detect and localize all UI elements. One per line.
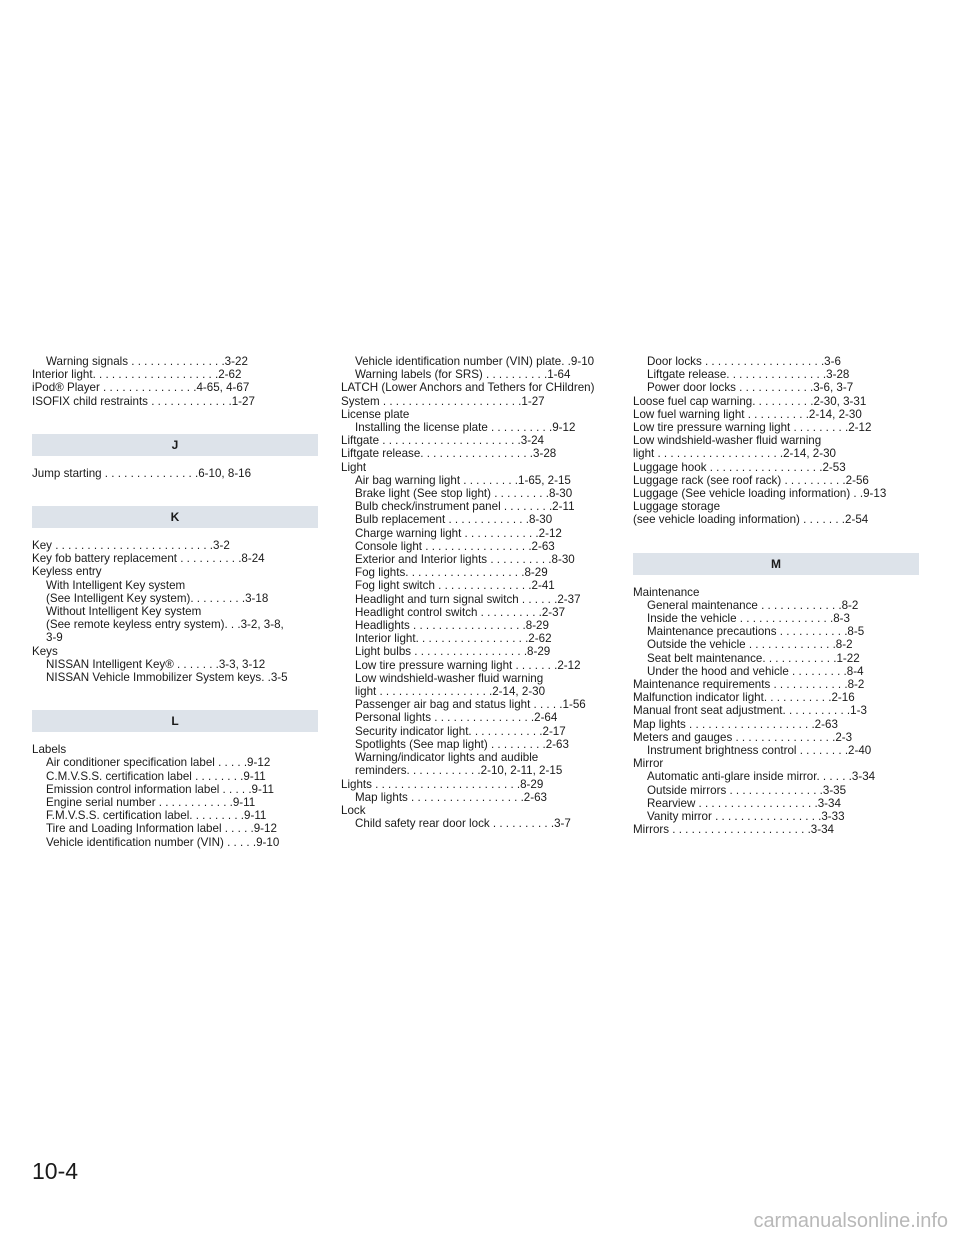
index-subentry: Interior light. . . . . . . . . . . . . . . . . .2-62 <box>355 632 552 646</box>
index-subentry: light . . . . . . . . . . . . . . . . . .2-14, 2-30 <box>355 685 546 699</box>
index-subentry: Fog light switch . . . . . . . . . . . . . . .2-41 <box>355 579 555 593</box>
index-subentry: Vehicle identification number (VIN) plate. .9-10 <box>355 355 595 368</box>
index-entry: Keyless entry <box>32 565 102 579</box>
index-subentry: Instrument brightness control . . . . . . . .2-40 <box>647 744 872 758</box>
index-subentry: Headlight and turn signal switch . . . . . .2-37 <box>355 592 581 606</box>
index-subentry: C.M.V.S.S. certification label . . . . . . . .9-11 <box>46 769 266 783</box>
index-subentry: Air conditioner specification label . . . . .9-12 <box>46 756 271 770</box>
watermark: carmanualsonline.info <box>753 1210 948 1232</box>
index-entry: Interior light. . . . . . . . . . . . . . . . . . . .2-62 <box>32 368 242 382</box>
index-entry: Loose fuel cap warning. . . . . . . . . .2-30, 3-31 <box>633 394 867 408</box>
index-subentry: Console light . . . . . . . . . . . . . . . . .2-63 <box>355 539 555 553</box>
index-entry: Liftgate release. . . . . . . . . . . . . . . . . .3-28 <box>341 447 557 461</box>
section-spacer <box>32 480 318 493</box>
index-entry: Key . . . . . . . . . . . . . . . . . . . . . . . . .3-2 <box>32 539 230 553</box>
index-subentry: Liftgate release. . . . . . . . . . . . . . . .3-28 <box>647 368 850 382</box>
index-entry: Light <box>341 460 367 474</box>
index-subentry: Low windshield-washer fluid warning <box>355 671 544 685</box>
index-entry: iPod® Player . . . . . . . . . . . . . . .4-65, 4-67 <box>32 381 250 395</box>
index-subentry: General maintenance . . . . . . . . . . . . .8-2 <box>647 598 859 612</box>
index-entry: Mirror <box>633 757 664 771</box>
index-subentry: 3-9 <box>46 631 63 645</box>
index-entry: Liftgate . . . . . . . . . . . . . . . . . . . . . .3-24 <box>341 434 544 448</box>
index-entry: (see vehicle loading information) . . . . . . .2-54 <box>633 513 869 527</box>
index-subentry: Outside the vehicle . . . . . . . . . . . . . .8-2 <box>647 638 853 652</box>
index-subentry: (See remote keyless entry system). . .3-2, 3-8, <box>46 618 284 632</box>
index-entry: Meters and gauges . . . . . . . . . . . . . . . .2-3 <box>633 730 853 744</box>
index-entry: Malfunction indicator light. . . . . . . . . . .2-16 <box>633 691 855 705</box>
index-subentry: Light bulbs . . . . . . . . . . . . . . . . . .8-29 <box>355 645 551 659</box>
section-spacer <box>32 408 318 421</box>
index-subentry: Brake light (See stop light) . . . . . . . . .8-30 <box>355 487 573 501</box>
section-header-l: L <box>32 710 318 732</box>
index-entry: light . . . . . . . . . . . . . . . . . . . .2-14, 2-30 <box>633 447 836 461</box>
index-subentry: Warning labels (for SRS) . . . . . . . . . .1-64 <box>355 368 571 382</box>
index-column-3 <box>633 355 919 837</box>
section-header-j: J <box>32 434 318 456</box>
index-subentry: NISSAN Intelligent Key® . . . . . . .3-3, 3-12 <box>46 657 266 671</box>
index-subentry: Inside the vehicle . . . . . . . . . . . . . . .8-3 <box>647 612 850 626</box>
index-entry: Mirrors . . . . . . . . . . . . . . . . . . . . . .3-34 <box>633 823 834 837</box>
index-entry: License plate <box>341 407 410 421</box>
section-spacer <box>32 684 318 697</box>
index-entry: Low windshield-washer fluid warning <box>633 434 822 448</box>
index-entry: Labels <box>32 743 67 757</box>
index-subentry: Tire and Loading Information label . . . . .9-12 <box>46 822 277 836</box>
index-entry: Manual front seat adjustment. . . . . . . . . . .1-3 <box>633 704 867 718</box>
index-subentry: Personal lights . . . . . . . . . . . . . . . .2-64 <box>355 711 558 725</box>
index-subentry: F.M.V.S.S. certification label. . . . . . . . .9-11 <box>46 809 267 823</box>
index-column-1 <box>32 355 318 849</box>
index-subentry: Vehicle identification number (VIN) . . . . .9-10 <box>46 835 280 849</box>
index-subentry: Under the hood and vehicle . . . . . . . . .8-4 <box>647 664 864 678</box>
page-number: 10-4 <box>32 1158 79 1184</box>
index-entry: Lights . . . . . . . . . . . . . . . . . . . . . . .8-29 <box>341 777 544 791</box>
index-entry: Maintenance <box>633 585 700 599</box>
index-entry: Key fob battery replacement . . . . . . . . . .8-24 <box>32 552 265 566</box>
index-subentry: Power door locks . . . . . . . . . . . .3-6, 3-7 <box>647 381 854 395</box>
index-subentry: Map lights . . . . . . . . . . . . . . . . . .2-63 <box>355 790 548 804</box>
index-entry: System . . . . . . . . . . . . . . . . . . . . . .1-27 <box>341 394 545 408</box>
index-entry: Maintenance requirements . . . . . . . . . . . .8-2 <box>633 678 865 692</box>
index-subentry: Fog lights. . . . . . . . . . . . . . . . . . .8-29 <box>355 566 548 580</box>
index-subentry: (See Intelligent Key system). . . . . . . . .3-18 <box>46 591 269 605</box>
index-subentry: NISSAN Vehicle Immobilizer System keys. .3-5 <box>46 671 288 685</box>
index-subentry: Child safety rear door lock . . . . . . . . . .3-7 <box>355 817 571 831</box>
index-entry: LATCH (Lower Anchors and Tethers for CHildren) <box>341 381 595 395</box>
index-subentry: Maintenance precautions . . . . . . . . . . .8-5 <box>647 625 865 639</box>
index-subentry: Air bag warning light . . . . . . . . .1-65, 2-15 <box>355 473 571 487</box>
index-subentry: reminders. . . . . . . . . . . .2-10, 2-11, 2-15 <box>355 764 563 778</box>
index-subentry: Security indicator light. . . . . . . . . . . .2-17 <box>355 724 566 738</box>
index-subentry: Seat belt maintenance. . . . . . . . . . . .1-22 <box>647 651 860 665</box>
index-entry: Jump starting . . . . . . . . . . . . . . .6-10, 8-16 <box>32 466 252 480</box>
index-subentry: Headlight control switch . . . . . . . . . .2-37 <box>355 605 566 619</box>
index-entry: Luggage hook . . . . . . . . . . . . . . . . . .2-53 <box>633 460 846 474</box>
index-subentry: Without Intelligent Key system <box>46 605 202 619</box>
index-subentry: Vanity mirror . . . . . . . . . . . . . . . . .3-33 <box>647 810 845 824</box>
index-subentry: Engine serial number . . . . . . . . . . . .9-11 <box>46 796 256 810</box>
index-subentry: Passenger air bag and status light . . . . .1-56 <box>355 698 586 712</box>
index-subentry: Bulb check/instrument panel . . . . . . . .2-11 <box>355 500 575 514</box>
index-subentry: Rearview . . . . . . . . . . . . . . . . . . .3-34 <box>647 796 841 810</box>
index-subentry: Door locks . . . . . . . . . . . . . . . . . . .3-6 <box>647 355 841 368</box>
index-subentry: Low tire pressure warning light . . . . . . .2-12 <box>355 658 581 672</box>
index-entry: Luggage (See vehicle loading information) . .9-13 <box>633 487 887 501</box>
index-entry: Low tire pressure warning light . . . . . . . . .2-12 <box>633 421 872 435</box>
index-subentry: Warning signals . . . . . . . . . . . . . . .3-22 <box>46 355 248 368</box>
index-subentry: Exterior and Interior lights . . . . . . . . . .8-30 <box>355 553 575 567</box>
index-entry: Low fuel warning light . . . . . . . . . .2-14, 2-30 <box>633 407 862 421</box>
index-subentry: Bulb replacement . . . . . . . . . . . . .8-30 <box>355 513 553 527</box>
index-entry: ISOFIX child restraints . . . . . . . . . . . . .1-27 <box>32 394 255 408</box>
section-header-k: K <box>32 506 318 528</box>
index-entry: Luggage storage <box>633 500 721 514</box>
index-subentry: With Intelligent Key system <box>46 578 186 592</box>
index-entry: Map lights . . . . . . . . . . . . . . . . . . . .2-63 <box>633 717 838 731</box>
index-entry: Lock <box>341 803 366 817</box>
index-subentry: Emission control information label . . . . .9-11 <box>46 782 274 796</box>
index-subentry: Spotlights (See map light) . . . . . . . . .2-63 <box>355 737 569 751</box>
index-column-2 <box>341 355 627 830</box>
index-entry: Luggage rack (see roof rack) . . . . . . . . . .2-56 <box>633 473 869 487</box>
index-subentry: Charge warning light . . . . . . . . . . . .2-12 <box>355 526 562 540</box>
index-subentry: Automatic anti-glare inside mirror. . . . . .3-34 <box>647 770 876 784</box>
index-subentry: Warning/indicator lights and audible <box>355 751 539 765</box>
section-header-m: M <box>633 553 919 575</box>
index-entry: Keys <box>32 644 58 658</box>
index-subentry: Headlights . . . . . . . . . . . . . . . . . .8-29 <box>355 619 549 633</box>
index-subentry: Installing the license plate . . . . . . . . . .9-12 <box>355 421 576 435</box>
index-subentry: Outside mirrors . . . . . . . . . . . . . . .3-35 <box>647 783 847 797</box>
section-spacer <box>633 527 919 540</box>
